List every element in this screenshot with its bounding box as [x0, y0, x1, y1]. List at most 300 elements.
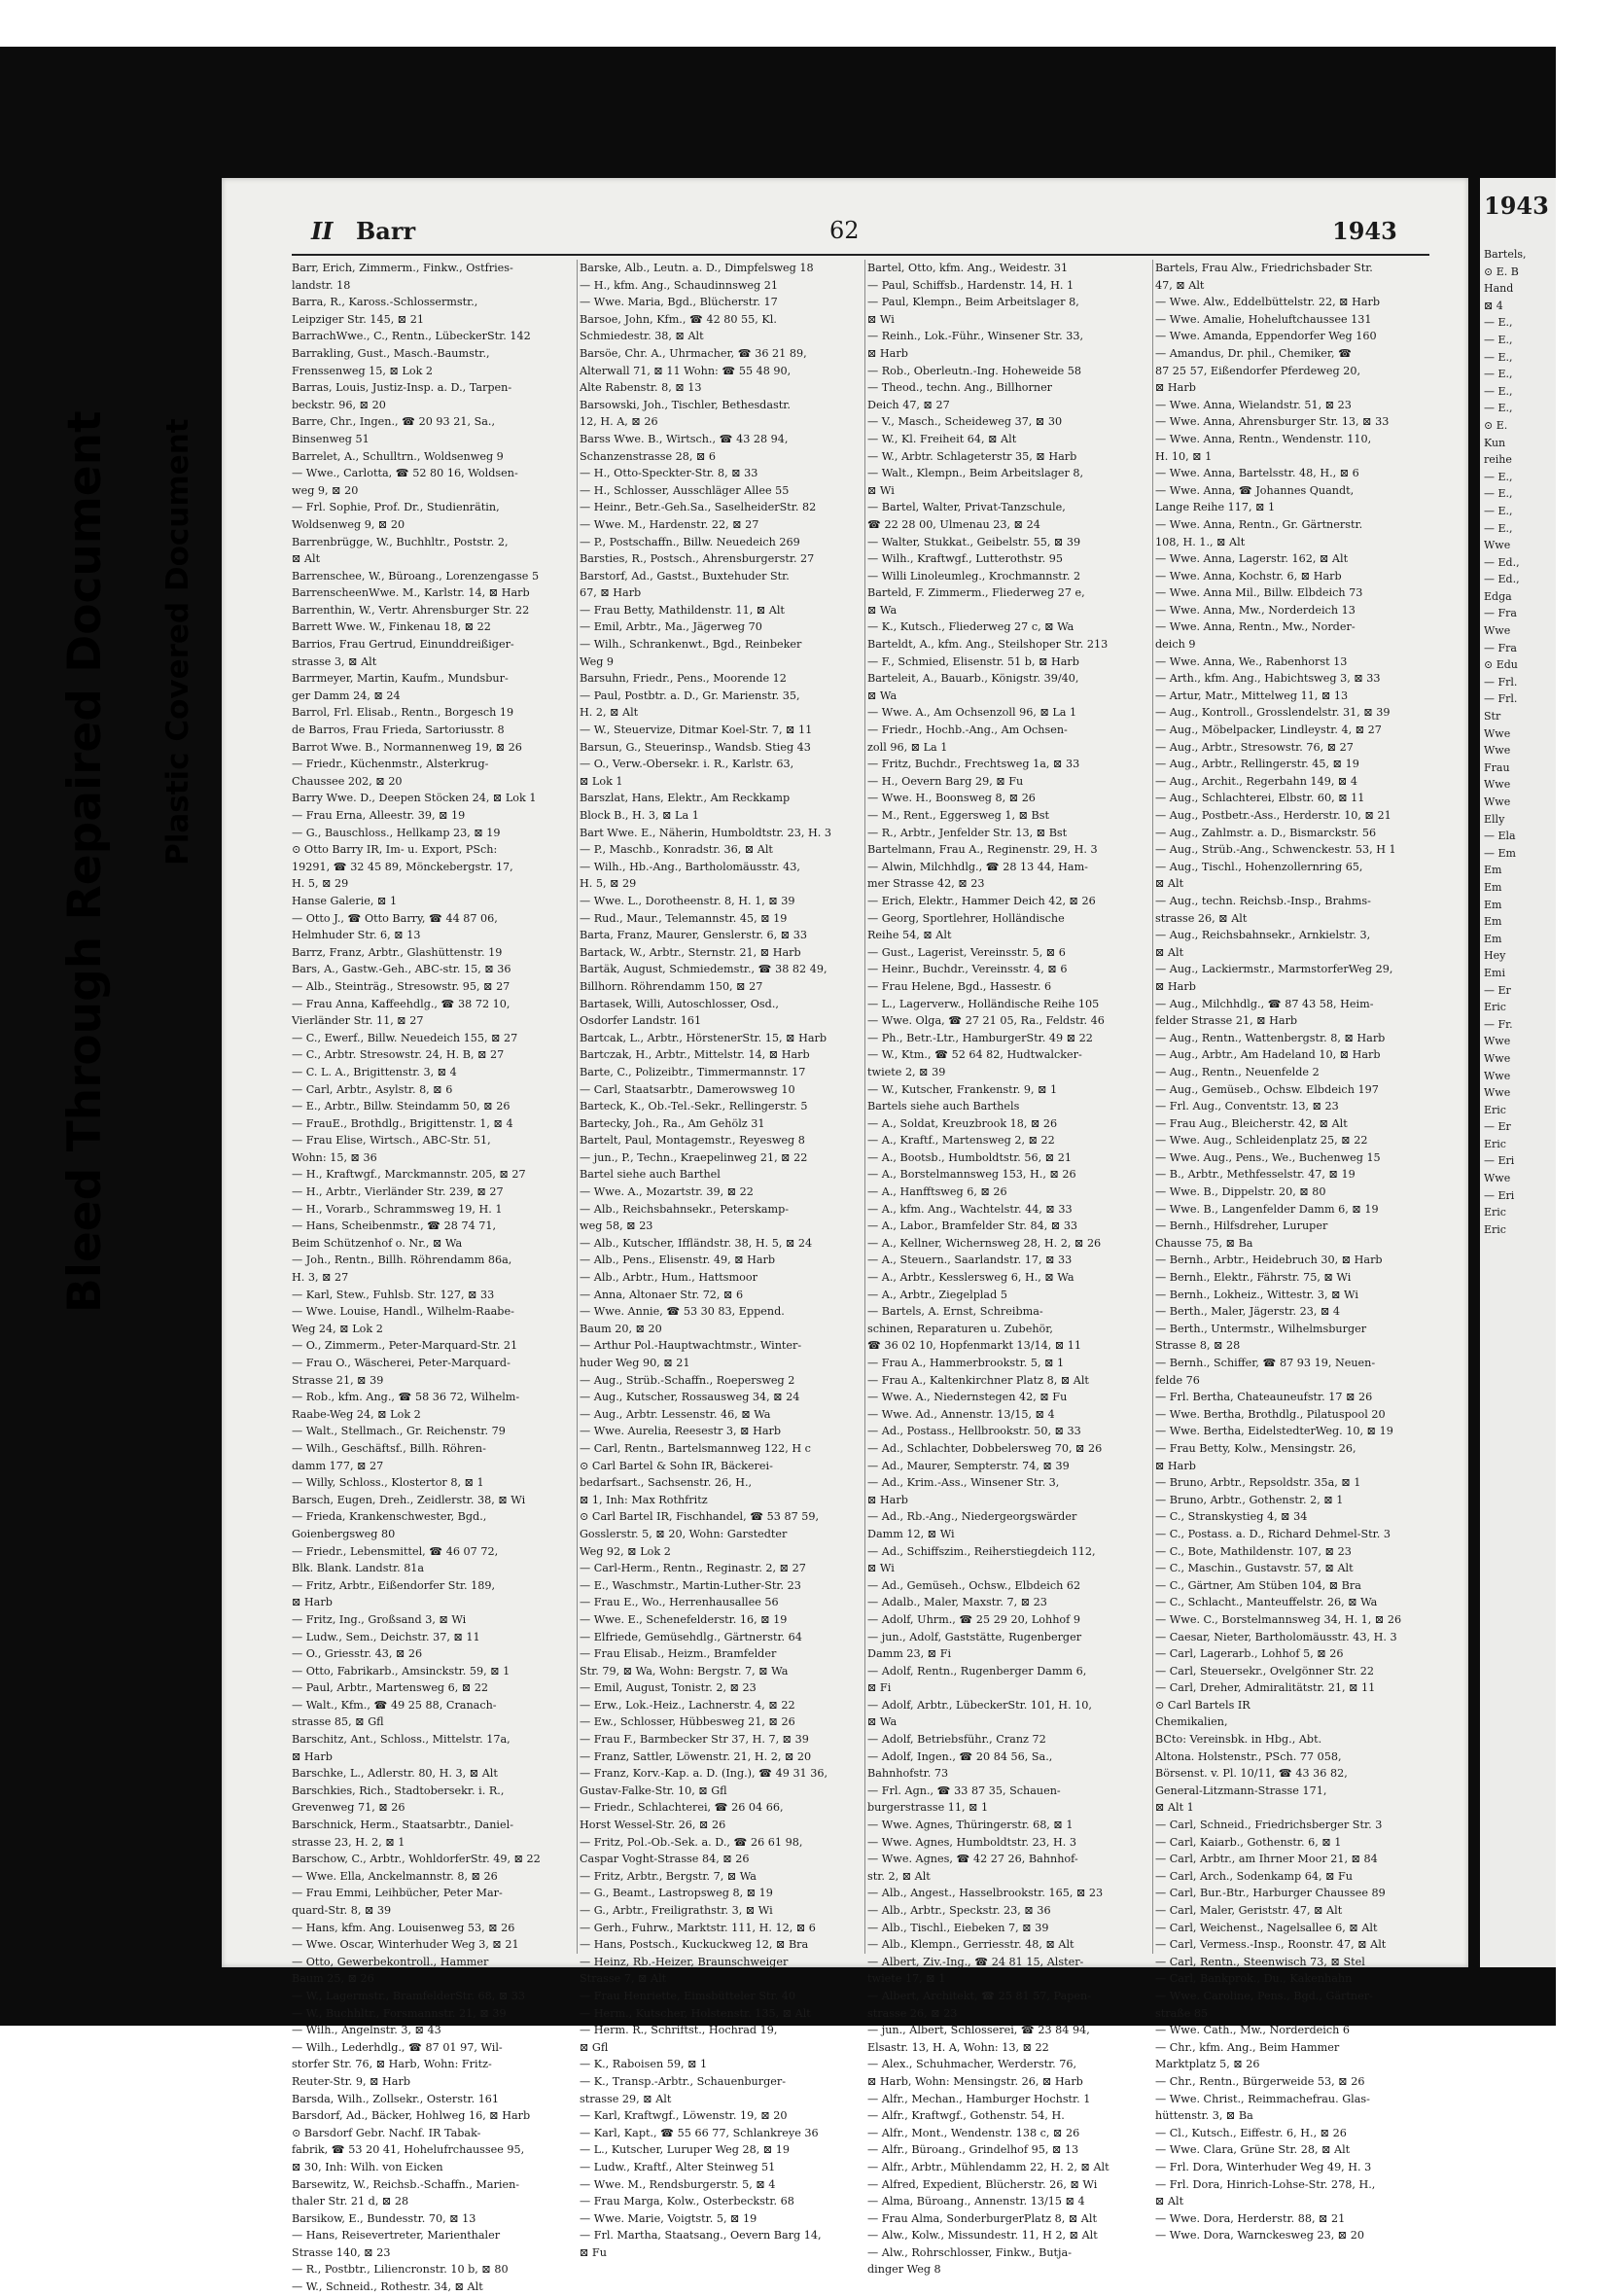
directory-entry-line: Bahnhofstr. 73 — [867, 1767, 949, 1781]
directory-entry-line: ⊠ Harb — [867, 1493, 908, 1506]
directory-entry-line: — Wwe. Marie, Voigtstr. 5, ⊠ 19 — [580, 2211, 757, 2225]
facing-page-line: Wwe — [1484, 726, 1511, 740]
directory-entry-line: bedarfsart., Sachsenstr. 26, H., — [580, 1476, 753, 1490]
directory-entry-line: — Carl, Rentn., Steenwisch 73, ⊠ Stel — [1155, 1955, 1365, 1968]
directory-entry-line: Chausse 75, ⊠ Ba — [1155, 1236, 1253, 1250]
directory-entry-line: ⊙ Otto Barry IR, Im- u. Export, PSch: — [292, 843, 498, 857]
directory-entry-line: — Wilh., Schrankenwt., Bgd., Reinbeker — [580, 638, 802, 652]
directory-entry-line: — Chr., kfm. Ang., Beim Hammer — [1155, 2040, 1340, 2054]
directory-entry-line: — Amandus, Dr. phil., Chemiker, ☎ — [1155, 346, 1353, 360]
directory-entry-line: — Arthur Pol.-Hauptwachtmstr., Winter- — [580, 1339, 802, 1353]
directory-entry-line: Barte, C., Polizeibtr., Timmermannstr. 17 — [580, 1065, 806, 1078]
directory-entry-line: — C., Ewerf., Billw. Neuedeich 155, ⊠ 27 — [292, 1031, 518, 1044]
directory-entry-line: Bartack, W., Arbtr., Sternstr. 21, ⊠ Harb — [580, 945, 801, 959]
directory-entry-line: — C., Stranskystieg 4, ⊠ 34 — [1155, 1510, 1308, 1524]
directory-entry-line: — H., Arbtr., Vierländer Str. 239, ⊠ 27 — [292, 1185, 504, 1199]
directory-entry-line: Helmhuder Str. 6, ⊠ 13 — [292, 929, 421, 942]
facing-page-line: — Frl. — [1484, 675, 1518, 689]
page-year: 1943 — [1332, 217, 1397, 245]
directory-entry-line: ☎ 36 02 10, Hopfenmarkt 13/14, ⊠ 11 — [867, 1339, 1082, 1353]
directory-entry-line: — C., Schlacht., Manteuffelstr. 26, ⊠ Wa — [1155, 1596, 1378, 1609]
directory-entry-line: — Adolf, Ingen., ☎ 20 84 56, Sa., — [867, 1749, 1053, 1763]
directory-entry-line: — Heinr., Buchdr., Vereinsstr. 4, ⊠ 6 — [867, 963, 1068, 976]
facing-page-line: — Em — [1484, 846, 1516, 860]
directory-entry-line: — Carl, Dreher, Admiralitätstr. 21, ⊠ 11 — [1155, 1681, 1376, 1695]
directory-entry-line: ⊠ Harb, Wohn: Mensingstr. 26, ⊠ Harb — [867, 2074, 1083, 2088]
directory-entry-line: — Bernh., Arbtr., Heidebruch 30, ⊠ Harb — [1155, 1254, 1383, 1267]
directory-entry-line: — Caesar, Nieter, Bartholomäusstr. 43, H. 3 — [1155, 1630, 1397, 1643]
directory-entry-line: — Aug., Arbtr., Rellingerstr. 45, ⊠ 19 — [1155, 758, 1359, 771]
directory-entry-line: hüttenstr. 3, ⊠ Ba — [1155, 2109, 1253, 2123]
directory-entry-line: Block B., H. 3, ⊠ La 1 — [580, 809, 699, 822]
directory-entry-line: — Karl, Stew., Fuhlsb. Str. 127, ⊠ 33 — [292, 1288, 495, 1301]
directory-entry-line: — Wwe. Alw., Eddelbüttelstr. 22, ⊠ Harb — [1155, 296, 1381, 309]
directory-entry-line: — Hans, Scheibenmstr., ☎ 28 74 71, — [292, 1219, 497, 1233]
running-head: Barr — [356, 217, 416, 245]
facing-page-line: Bartels, — [1484, 248, 1527, 261]
directory-entry-line: — Frau O., Wäscherei, Peter-Marquard- — [292, 1357, 511, 1369]
facing-page-line: — Ela — [1484, 830, 1516, 843]
directory-entry-line: Damm 23, ⊠ Fi — [867, 1647, 952, 1661]
facing-page-line: ⊠ 4 — [1484, 299, 1503, 312]
directory-entry-line: — Aug., Rentn., Wattenbergstr. 8, ⊠ Harb — [1155, 1031, 1386, 1044]
directory-entry-line: ⊠ Wa — [867, 603, 898, 617]
directory-entry-line: — Frau Elisab., Heizm., Bramfelder — [580, 1647, 777, 1661]
directory-entry-line: — Aug., Milchhdlg., ☎ 87 43 58, Heim- — [1155, 997, 1374, 1010]
directory-entry-line: Barrot Wwe. B., Normannenweg 19, ⊠ 26 — [292, 740, 522, 754]
directory-entry-line: — Alb., Klempn., Gerriesstr. 48, ⊠ Alt — [867, 1938, 1074, 1952]
directory-entry-line: — C., Arbtr. Stresowstr. 24, H. B, ⊠ 27 — [292, 1048, 505, 1062]
directory-entry-line: — Wwe. Anna, We., Rabenhorst 13 — [1155, 654, 1348, 668]
directory-entry-line: Barsch, Eugen, Dreh., Zeidlerstr. 38, ⊠ Wi — [292, 1493, 526, 1506]
directory-entry-line: — Ludw., Kraftf., Alter Steinweg 51 — [580, 2160, 776, 2173]
directory-entry-line: — Aug., Postbetr.-Ass., Herderstr. 10, ⊠ 21 — [1155, 809, 1391, 822]
side-labels — [39, 410, 233, 1332]
directory-entry-line: ⊠ Harb — [1155, 381, 1196, 395]
facing-page-line: — Eri — [1484, 1188, 1515, 1202]
directory-entry-line: — Wwe. Anna Mil., Billw. Elbdeich 73 — [1155, 586, 1363, 600]
directory-entry-line: — Wwe. Christ., Reimmachefrau. Glas- — [1155, 2092, 1370, 2105]
directory-entry-line: Blk. Blank. Landstr. 81a — [292, 1562, 425, 1575]
directory-entry-line: 108, H. 1., ⊠ Alt — [1155, 535, 1246, 548]
header-rule — [292, 254, 1429, 256]
directory-entry-line: — O., Griesstr. 43, ⊠ 26 — [292, 1647, 423, 1661]
directory-entry-line: ⊠ Wi — [867, 1562, 895, 1575]
directory-entry-line: — Carl, Weichenst., Nagelsallee 6, ⊠ Alt — [1155, 1921, 1378, 1934]
directory-entry-line: — Heinz, Rb.-Heizer, Braunschweiger — [580, 1955, 789, 1968]
facing-page-line: Wwe — [1484, 1035, 1511, 1048]
directory-column-4 — [1155, 260, 1439, 2243]
directory-entry-line: — Wwe. Agnes, Humboldtstr. 23, H. 3 — [867, 1835, 1076, 1849]
facing-page-line: — Fr. — [1484, 1017, 1513, 1031]
directory-entry-line: — Frau Erna, Alleestr. 39, ⊠ 19 — [292, 809, 466, 822]
directory-entry-line: — Friedr., Lebensmittel, ☎ 46 07 72, — [292, 1544, 499, 1558]
directory-entry-line: — Frl. Dora, Hinrich-Lohse-Str. 278, H., — [1155, 2177, 1376, 2191]
directory-entry-line: — Alb., Steinträg., Stresowstr. 95, ⊠ 27 — [292, 979, 511, 993]
directory-entry-line: — Erw., Lok.-Heiz., Lachnerstr. 4, ⊠ 22 — [580, 1698, 795, 1712]
directory-entry-line: Baum 20, ⊠ 20 — [580, 1322, 662, 1335]
facing-page-line: Eric — [1484, 1222, 1506, 1236]
directory-entry-line: — Friedr., Hochb.-Ang., Am Ochsen- — [867, 724, 1068, 737]
directory-entry-line: — K., Raboisen 59, ⊠ 1 — [580, 2058, 708, 2071]
directory-entry-line: Barsikow, E., Bundesstr. 70, ⊠ 13 — [292, 2211, 476, 2225]
facing-page-line: — Er — [1484, 983, 1511, 997]
directory-entry-line: — Alfred, Expedient, Blücherstr. 26, ⊠ Wi — [867, 2177, 1098, 2191]
directory-entry-line: — Aug., Zahlmstr. a. D., Bismarckstr. 56 — [1155, 826, 1377, 839]
directory-entry-line: landstr. 18 — [292, 278, 351, 292]
directory-entry-line: — H., Otto-Speckter-Str. 8, ⊠ 33 — [580, 467, 758, 480]
directory-entry-line: — Alb., Angest., Hasselbrookstr. 165, ⊠ 23 — [867, 1887, 1104, 1900]
facing-page-line: — E., — [1484, 521, 1513, 535]
directory-entry-line: Bartels siehe auch Barthels — [867, 1100, 1020, 1113]
facing-page-line: Elly — [1484, 812, 1505, 826]
directory-entry-line: — Frau Anna, Kaffeehdlg., ☎ 38 72 10, — [292, 997, 511, 1010]
directory-entry-line: — Frau A., Hammerbrookstr. 5, ⊠ 1 — [867, 1357, 1065, 1369]
facing-page-line: — Ed., — [1484, 555, 1520, 569]
facing-page-line: — E., — [1484, 384, 1513, 398]
directory-entry-line: — Wwe. B., Langenfelder Damm 6, ⊠ 19 — [1155, 1202, 1379, 1216]
directory-entry-line: — Wwe. Maria, Bgd., Blücherstr. 17 — [580, 296, 778, 309]
facing-page-line: — E., — [1484, 333, 1513, 346]
directory-entry-line: — Bernh., Schiffer, ☎ 87 93 19, Neuen- — [1155, 1357, 1376, 1369]
directory-entry-line: — Wwe. M., Hardenstr. 22, ⊠ 27 — [580, 517, 759, 531]
directory-entry-line: — Rud., Maur., Telemannstr. 45, ⊠ 19 — [580, 911, 788, 925]
directory-entry-line: Barsda, Wilh., Zollsekr., Osterstr. 161 — [292, 2092, 500, 2105]
directory-entry-line: — Wwe. Anna, Ahrensburger Str. 13, ⊠ 33 — [1155, 415, 1390, 429]
facing-page-line: Em — [1484, 932, 1502, 945]
directory-entry-line: — Carl, Arch., Sodenkamp 64, ⊠ Fu — [1155, 1869, 1353, 1883]
directory-entry-line: — Frau F., Barmbecker Str 37, H. 7, ⊠ 39 — [580, 1733, 809, 1747]
directory-entry-line: — Friedr., Schlachterei, ☎ 26 04 66, — [580, 1801, 784, 1815]
directory-entry-line: Bartecky, Joh., Ra., Am Gehölz 31 — [580, 1116, 765, 1130]
directory-entry-line: — Frau Elise, Wirtsch., ABC-Str. 51, — [292, 1134, 491, 1148]
facing-page-line: Str — [1484, 710, 1501, 724]
directory-column-3 — [867, 260, 1151, 2277]
directory-entry-line: Osdorfer Landstr. 161 — [580, 1014, 702, 1028]
directory-entry-line: 67, ⊠ Harb — [580, 586, 642, 600]
directory-entry-line: — Aug., Kontroll., Grosslendelstr. 31, ⊠ 39 — [1155, 706, 1391, 720]
facing-page-line: Em — [1484, 864, 1502, 877]
directory-entry-line: Reihe 54, ⊠ Alt — [867, 929, 952, 942]
directory-entry-line: — C., Postass. a. D., Richard Dehmel-Str. 3 — [1155, 1527, 1391, 1540]
directory-entry-line: Weg 24, ⊠ Lok 2 — [292, 1322, 383, 1335]
directory-entry-line: — Wwe. Amalie, Hoheluftchaussee 131 — [1155, 312, 1372, 326]
directory-entry-line: felde 76 — [1155, 1373, 1200, 1387]
directory-entry-line: — Wwe. Anna, Bartelsstr. 48, H., ⊠ 6 — [1155, 467, 1359, 480]
directory-page — [222, 178, 1468, 2294]
directory-entry-line: — Adolf, Betriebsführ., Cranz 72 — [867, 1733, 1046, 1747]
facing-page-line: Hey — [1484, 949, 1506, 963]
directory-entry-line: — O., Zimmerm., Peter-Marquard-Str. 21 — [292, 1339, 518, 1353]
directory-entry-line: — Bernh., Lokheiz., Wittestr. 3, ⊠ Wi — [1155, 1288, 1358, 1301]
directory-entry-line: Strasse 8, ⊠ 28 — [1155, 1339, 1241, 1353]
directory-entry-line: Barteldt, A., kfm. Ang., Steilshoper Str. 213 — [867, 638, 1109, 652]
directory-entry-line: — Wwe. Dora, Warnckesweg 23, ⊠ 20 — [1155, 2229, 1364, 2243]
page-number: 62 — [829, 217, 860, 244]
column-divider — [577, 260, 578, 1954]
directory-entry-line: — Friedr., Küchenmstr., Alsterkrug- — [292, 758, 489, 771]
directory-entry-line: — Gerh., Fuhrw., Marktstr. 111, H. 12, ⊠ 6 — [580, 1921, 816, 1934]
directory-entry-line: — Wwe. H., Boonsweg 8, ⊠ 26 — [867, 792, 1036, 805]
directory-entry-line: — Alex., Schuhmacher, Werderstr. 76, — [867, 2058, 1077, 2071]
directory-entry-line: — C. L. A., Brigittenstr. 3, ⊠ 4 — [292, 1065, 457, 1078]
facing-page-line: — Frl. — [1484, 692, 1518, 706]
directory-entry-line: strasse 85, ⊠ Gfl — [292, 1715, 384, 1729]
directory-entry-line: Deich 47, ⊠ 27 — [867, 398, 950, 411]
directory-entry-line: Barrios, Frau Gertrud, Einunddreißiger- — [292, 638, 514, 652]
directory-entry-line: — Wilh., Geschäftsf., Billh. Röhren- — [292, 1441, 486, 1455]
directory-entry-line: — C., Bote, Mathildenstr. 107, ⊠ 23 — [1155, 1544, 1352, 1558]
directory-entry-line: — Wwe. Dora, Herderstr. 88, ⊠ 21 — [1155, 2211, 1346, 2225]
directory-entry-line: — Frau Marga, Kolw., Osterbeckstr. 68 — [580, 2195, 794, 2208]
directory-entry-line: — Berth., Untermstr., Wilhelmsburger — [1155, 1322, 1367, 1335]
directory-entry-line: — Wwe. Anna, Kochstr. 6, ⊠ Harb — [1155, 569, 1342, 583]
directory-entry-line: — Wilh., Angelnstr. 3, ⊠ 43 — [292, 2024, 441, 2037]
directory-entry-line: — Wwe. E., Schenefelderstr. 16, ⊠ 19 — [580, 1612, 788, 1626]
directory-entry-line: — Paul, Postbtr. a. D., Gr. Marienstr. 35, — [580, 689, 800, 702]
directory-entry-line: H. 3, ⊠ 27 — [292, 1271, 349, 1285]
directory-entry-line: — Aug., Möbelpacker, Lindleystr. 4, ⊠ 27 — [1155, 724, 1382, 737]
directory-entry-line: — Wilh., Kraftwgf., Lutterothstr. 95 — [867, 552, 1063, 566]
directory-entry-line: — Alfr., Arbtr., Mühlendamm 22, H. 2, ⊠ Alt — [867, 2160, 1109, 2173]
directory-entry-line: — Carl, Rentn., Bartelsmannweg 122, H c — [580, 1441, 811, 1455]
directory-entry-line: — Wwe. Aug., Schleidenplatz 25, ⊠ 22 — [1155, 1134, 1368, 1148]
column-divider — [1152, 260, 1153, 1954]
directory-entry-line: — Frau A., Kaltenkirchner Platz 8, ⊠ Alt — [867, 1373, 1089, 1387]
directory-entry-line: — W., Lagermstr., BramfelderStr. 68, ⊠ 33 — [292, 1989, 526, 2002]
directory-entry-line: — Ad., Schlachter, Dobbelersweg 70, ⊠ 26 — [867, 1441, 1103, 1455]
directory-entry-line: — Aug., Strüb.-Ang., Schwenckestr. 53, H 1 — [1155, 843, 1396, 857]
directory-entry-line: — Karl, Kapt., ☎ 55 66 77, Schlankreye 36 — [580, 2126, 819, 2139]
directory-entry-line: — Franz, Sattler, Löwenstr. 21, H. 2, ⊠ 20 — [580, 1749, 812, 1763]
directory-entry-line: — H., Oevern Barg 29, ⊠ Fu — [867, 774, 1024, 788]
directory-entry-line: Barschitz, Ant., Schloss., Mittelstr. 17a, — [292, 1733, 511, 1747]
directory-entry-line: Binsenweg 51 — [292, 432, 370, 445]
directory-entry-line: ⊠ Harb — [292, 1596, 333, 1609]
facing-page-line: Kun — [1484, 436, 1506, 449]
directory-entry-line: ⊠ Wa — [867, 1715, 898, 1729]
directory-entry-line: Bars, A., Gastw.-Geh., ABC-str. 15, ⊠ 36 — [292, 963, 511, 976]
directory-entry-line: — Wwe. Oscar, Winterhuder Weg 3, ⊠ 21 — [292, 1938, 519, 1952]
directory-entry-line: — Frau E., Wo., Herrenhausallee 56 — [580, 1596, 779, 1609]
directory-entry-line: — Frl. Dora, Winterhuder Weg 49, H. 3 — [1155, 2160, 1372, 2173]
directory-entry-line: H. 5, ⊠ 29 — [292, 877, 349, 891]
directory-entry-line: — Alma, Büroang., Annenstr. 13/15 ⊠ 4 — [867, 2195, 1085, 2208]
directory-entry-line: — Carl-Herm., Rentn., Reginastr. 2, ⊠ 27 — [580, 1562, 806, 1575]
directory-entry-line: — Wilh., Lederhdlg., ☎ 87 01 97, Wil- — [292, 2040, 503, 2054]
directory-entry-line: — Emil, Arbtr., Ma., Jägerweg 70 — [580, 620, 762, 634]
directory-entry-line: — Alfr., Kraftwgf., Gothenstr. 54, H. — [867, 2109, 1065, 2123]
directory-entry-line: Barry Wwe. D., Deepen Stöcken 24, ⊠ Lok 1 — [292, 792, 537, 805]
directory-entry-line: — L., Kutscher, Luruper Weg 28, ⊠ 19 — [580, 2143, 791, 2157]
directory-entry-line: — Willi Linoleumleg., Krochmannstr. 2 — [867, 569, 1081, 583]
directory-entry-line: — Ad., Maurer, Sempterstr. 74, ⊠ 39 — [867, 1459, 1070, 1472]
directory-entry-line: Bartcak, L., Arbtr., HörstenerStr. 15, ⊠ Harb — [580, 1031, 828, 1044]
directory-entry-line: — Aug., Strüb.-Schaffn., Roepersweg 2 — [580, 1373, 795, 1387]
directory-entry-line: strasse 26, ⊠ 23 — [867, 2006, 958, 2020]
facing-page-line: — Fra — [1484, 641, 1517, 654]
directory-entry-line: Bartel siehe auch Barthel — [580, 1168, 721, 1182]
directory-entry-line: — Wwe. L., Dorotheenstr. 8, H. 1, ⊠ 39 — [580, 894, 795, 907]
directory-entry-line: ☎ 22 28 00, Ulmenau 23, ⊠ 24 — [867, 517, 1040, 531]
directory-entry-line: — W., Ktm., ☎ 52 64 82, Hudtwalcker- — [867, 1048, 1082, 1062]
directory-entry-line: — A., Bootsb., Humboldtstr. 56, ⊠ 21 — [867, 1150, 1072, 1164]
facing-page-line: Wwe — [1484, 1172, 1511, 1185]
directory-entry-line: — A., Hanfftsweg 6, ⊠ 26 — [867, 1185, 1007, 1199]
directory-entry-line: Barsun, G., Steuerinsp., Wandsb. Stieg 43 — [580, 740, 811, 754]
directory-entry-line: Bartelmann, Frau A., Reginenstr. 29, H. 3 — [867, 843, 1098, 857]
directory-entry-line: H. 2, ⊠ Alt — [580, 706, 639, 720]
directory-entry-line: — Frau Betty, Kolw., Mensingstr. 26, — [1155, 1441, 1356, 1455]
directory-entry-line: Bartel, Otto, kfm. Ang., Weidestr. 31 — [867, 262, 1069, 274]
directory-entry-line: — Aug., techn. Reichsb.-Insp., Brahms- — [1155, 894, 1371, 907]
directory-entry-line: — Alfr., Mechan., Hamburger Hochstr. 1 — [867, 2092, 1091, 2105]
directory-entry-line: Bartczak, H., Arbtr., Mittelstr. 14, ⊠ Harb — [580, 1048, 810, 1062]
directory-entry-line: strasse 3, ⊠ Alt — [292, 654, 377, 668]
facing-page-line: — Ed., — [1484, 573, 1520, 586]
directory-entry-line: — Paul, Schiffsb., Hardenstr. 14, H. 1 — [867, 278, 1074, 292]
directory-entry-line: ⊙ Carl Bartel IR, Fischhandel, ☎ 53 87 59, — [580, 1510, 820, 1524]
directory-entry-line: — Frau Alma, SonderburgerPlatz 8, ⊠ Alt — [867, 2211, 1097, 2225]
directory-entry-line: — Carl, Staatsarbtr., Damerowsweg 10 — [580, 1082, 795, 1096]
directory-entry-line: — Wwe. Clara, Grüne Str. 28, ⊠ Alt — [1155, 2143, 1351, 2157]
directory-entry-line: — Carl, Kaiarb., Gothenstr. 6, ⊠ 1 — [1155, 1835, 1342, 1849]
directory-entry-line: 19291, ☎ 32 45 89, Mönckebergstr. 17, — [292, 860, 513, 873]
facing-page-line: ⊙ E. B — [1484, 265, 1519, 278]
directory-entry-line: — Hans, Postsch., Kuckuckweg 12, ⊠ Bra — [580, 1938, 809, 1952]
facing-page-line: Eric — [1484, 1103, 1506, 1116]
directory-entry-line: — Wwe. Louise, Handl., Wilhelm-Raabe- — [292, 1305, 514, 1319]
facing-page-line: — E., — [1484, 350, 1513, 364]
directory-entry-line: strasse 26, ⊠ Alt — [1155, 911, 1248, 925]
directory-entry-line: — Aug., Reichsbahnsekr., Arnkielstr. 3, — [1155, 929, 1371, 942]
facing-page-line: — E., — [1484, 316, 1513, 330]
directory-entry-line: ⊠ Alt — [1155, 2195, 1184, 2208]
directory-entry-line: Barre, Chr., Ingen., ☎ 20 93 21, Sa., — [292, 415, 496, 429]
directory-entry-line: Alte Rabenstr. 8, ⊠ 13 — [580, 381, 702, 395]
directory-entry-line: — H., Vorarb., Schrammsweg 19, H. 1 — [292, 1202, 503, 1216]
facing-page-line: — E., — [1484, 402, 1513, 415]
directory-entry-line: H. 10, ⊠ 1 — [1155, 449, 1213, 463]
directory-entry-line: — Ludw., Sem., Deichstr. 37, ⊠ 11 — [292, 1630, 480, 1643]
directory-entry-line: — Alb., Reichsbahnsekr., Peterskamp- — [580, 1202, 790, 1216]
directory-entry-line: — Ad., Postass., Hellbrookstr. 50, ⊠ 33 — [867, 1425, 1081, 1438]
directory-entry-line: — Wwe. Anna, Wielandstr. 51, ⊠ 23 — [1155, 398, 1352, 411]
directory-entry-line: BarrachWwe., C., Rentn., LübeckerStr. 142 — [292, 330, 531, 343]
directory-entry-line: BCto: Vereinsbk. in Hbg., Abt. — [1155, 1733, 1322, 1747]
directory-entry-line: — Paul, Arbtr., Martensweg 6, ⊠ 22 — [292, 1681, 489, 1695]
directory-entry-line: Bartasek, Willi, Autoschlosser, Osd., — [580, 997, 779, 1010]
directory-entry-line: — H., kfm. Ang., Schaudinnsweg 21 — [580, 278, 778, 292]
facing-page-line: ⊙ E. — [1484, 418, 1508, 432]
directory-entry-line: mer Strasse 42, ⊠ 23 — [867, 877, 985, 891]
directory-entry-line: — H., Schlosser, Ausschläger Allee 55 — [580, 483, 790, 497]
directory-entry-line: — Paul, Klempn., Beim Arbeitslager 8, — [867, 296, 1079, 309]
directory-entry-line: Barsties, R., Postsch., Ahrensburgerstr. 27 — [580, 552, 815, 566]
directory-entry-line: Lange Reihe 117, ⊠ 1 — [1155, 501, 1276, 514]
directory-entry-line: 47, ⊠ Alt — [1155, 278, 1205, 292]
directory-entry-line: Chemikalien, — [1155, 1715, 1228, 1729]
directory-entry-line: — Franz, Korv.-Kap. a. D. (Ing.), ☎ 49 31 36, — [580, 1767, 828, 1781]
directory-entry-line: Strasse 140, ⊠ 23 — [292, 2245, 391, 2259]
directory-entry-line: Bartels, Frau Alw., Friedrichsbader Str. — [1155, 262, 1373, 274]
directory-entry-line: — Rob., Oberleutn.-Ing. Hoheweide 58 — [867, 364, 1082, 377]
directory-entry-line: — R., Arbtr., Jenfelder Str. 13, ⊠ Bst — [867, 826, 1068, 839]
directory-entry-line: — Wwe. Anna, ☎ Johannes Quandt, — [1155, 483, 1355, 497]
directory-entry-line: twiete 17, ⊠ 1 — [867, 1972, 946, 1986]
directory-entry-line: — Fritz, Arbtr., Bergstr. 7, ⊠ Wa — [580, 1869, 757, 1883]
directory-entry-line: ⊠ Gfl — [580, 2040, 609, 2054]
directory-entry-line: — Wwe. Cath., Mw., Norderdeich 6 — [1155, 2024, 1351, 2037]
directory-entry-line: strasse 23, H. 2, ⊠ 1 — [292, 1835, 405, 1849]
directory-entry-line: — Frau Helene, Bgd., Hassestr. 6 — [867, 979, 1052, 993]
directory-entry-line: — Ad., Krim.-Ass., Winsener Str. 3, — [867, 1476, 1060, 1490]
directory-entry-line: — Wwe. Agnes, ☎ 42 27 26, Bahnhof- — [867, 1853, 1078, 1866]
directory-entry-line: — Anna, Altonaer Str. 72, ⊠ 6 — [580, 1288, 744, 1301]
directory-entry-line: Damm 12, ⊠ Wi — [867, 1527, 955, 1540]
directory-column-2 — [580, 260, 863, 2259]
facing-page-line: Em — [1484, 915, 1502, 929]
directory-entry-line: Caspar Voght-Strasse 84, ⊠ 26 — [580, 1853, 750, 1866]
directory-entry-line: — Karl, Kraftwgf., Löwenstr. 19, ⊠ 20 — [580, 2109, 788, 2123]
directory-entry-line: — Wwe. Annie, ☎ 53 30 83, Eppend. — [580, 1305, 785, 1319]
directory-column-1 — [292, 260, 576, 2294]
directory-entry-line: schinen, Reparaturen u. Zubehör, — [867, 1322, 1053, 1335]
directory-entry-line: — Frl. Aug., Conventstr. 13, ⊠ 23 — [1155, 1100, 1339, 1113]
directory-entry-line: — Carl, Maler, Geriststr. 47, ⊠ Alt — [1155, 1904, 1343, 1917]
directory-entry-line: — Walter, Stukkat., Geibelstr. 55, ⊠ 39 — [867, 535, 1081, 548]
directory-entry-line: Bart Wwe. E., Näherin, Humboldtstr. 23, H. 3 — [580, 826, 831, 839]
directory-entry-line: H. 5, ⊠ 29 — [580, 877, 637, 891]
directory-entry-line: — Alb., Arbtr., Hum., Hattsmoor — [580, 1271, 757, 1285]
directory-entry-line: Baum 25, ⊠ 26 — [292, 1972, 374, 1986]
directory-entry-line: — O., Verw.-Obersekr. i. R., Karlstr. 63, — [580, 758, 794, 771]
directory-entry-line: — Walt., Klempn., Beim Arbeitslager 8, — [867, 467, 1084, 480]
directory-entry-line: — Wwe. Agnes, Thüringerstr. 68, ⊠ 1 — [867, 1819, 1074, 1832]
facing-page-line: — E., — [1484, 470, 1513, 483]
directory-entry-line: — Gust., Lagerist, Vereinsstr. 5, ⊠ 6 — [867, 945, 1066, 959]
directory-entry-line: Barrenschee, W., Büroang., Lorenzengasse 5 — [292, 569, 540, 583]
directory-entry-line: — W., Schneid., Rothestr. 34, ⊠ Alt — [292, 2280, 483, 2294]
directory-entry-line: Barschkies, Rich., Stadtobersekr. i. R., — [292, 1784, 505, 1797]
directory-entry-line: — Wwe. Olga, ☎ 27 21 05, Ra., Feldstr. 46 — [867, 1014, 1105, 1028]
directory-entry-line: ger Damm 24, ⊠ 24 — [292, 689, 401, 702]
section-number: II — [311, 217, 334, 245]
directory-entry-line: — G., Arbtr., Freiligrathstr. 3, ⊠ Wi — [580, 1904, 773, 1917]
directory-entry-line: Barrol, Frl. Elisab., Rentn., Borgesch 19 — [292, 706, 514, 720]
facing-page-line: reihe — [1484, 453, 1512, 467]
directory-entry-line: beckstr. 96, ⊠ 20 — [292, 398, 386, 411]
directory-entry-line: Barsuhn, Friedr., Pens., Moorende 12 — [580, 672, 787, 686]
directory-entry-line: ⊠ Wi — [867, 483, 895, 497]
facing-page-year: 1943 — [1484, 192, 1549, 220]
directory-entry-line: — Bruno, Arbtr., Gothenstr. 2, ⊠ 1 — [1155, 1493, 1344, 1506]
directory-entry-line: Leipziger Str. 145, ⊠ 21 — [292, 312, 424, 326]
directory-entry-line: — Joh., Rentn., Billh. Röhrendamm 86a, — [292, 1254, 512, 1267]
directory-entry-line: Altona. Holstenstr., PSch. 77 058, — [1155, 1749, 1342, 1763]
directory-entry-line: — Wwe. C., Borstelmannsweg 34, H. 1, ⊠ 26 — [1155, 1612, 1402, 1626]
directory-entry-line: — Carl, Steuersekr., Ovelgönner Str. 22 — [1155, 1664, 1375, 1678]
directory-entry-line: Barsoe, John, Kfm., ☎ 42 80 55, Kl. — [580, 312, 777, 326]
directory-entry-line: Vierländer Str. 11, ⊠ 27 — [292, 1014, 424, 1028]
directory-entry-line: — Bernh., Elektr., Fährstr. 75, ⊠ Wi — [1155, 1271, 1352, 1285]
directory-entry-line: — Wwe. Anna, Rentn., Gr. Gärtnerstr. — [1155, 517, 1363, 531]
directory-entry-line: ⊠ Alt — [1155, 877, 1184, 891]
directory-entry-line: — Fritz, Pol.-Ob.-Sek. a. D., ☎ 26 61 98, — [580, 1835, 803, 1849]
directory-entry-line: ⊠ Harb — [867, 346, 908, 360]
directory-entry-line: — Erich, Elektr., Hammer Deich 42, ⊠ 26 — [867, 894, 1096, 907]
directory-entry-line: 12, H. A, ⊠ 26 — [580, 415, 658, 429]
